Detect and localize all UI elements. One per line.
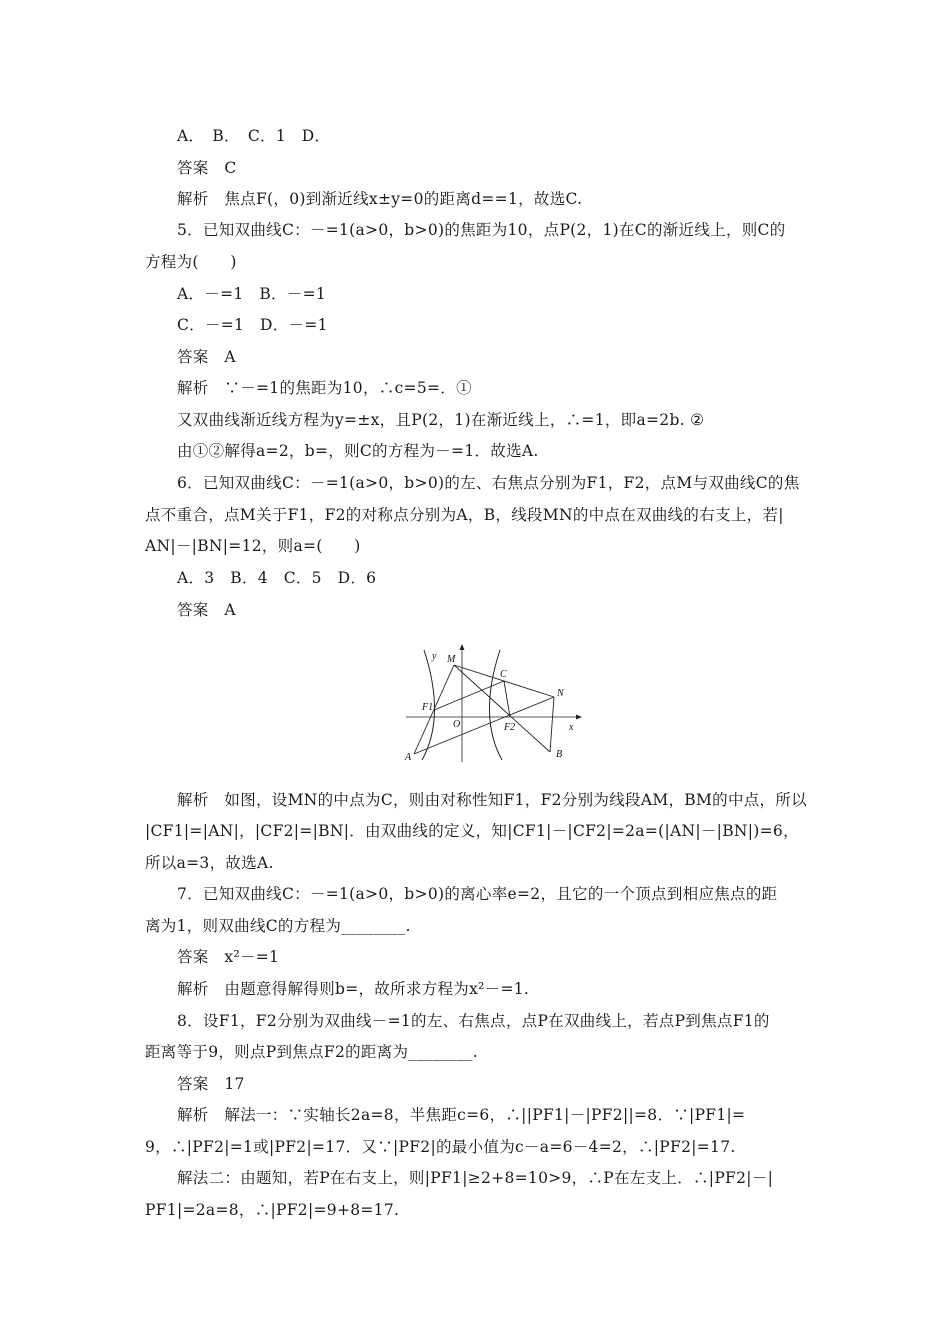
label-B: B xyxy=(556,749,563,760)
q5-options-ab: A．－=1 B．－=1 xyxy=(177,285,327,303)
q5-stem-line2: 方程为( ) xyxy=(145,253,237,271)
q6-stem-line2: 点不重合，点M关于F1，F2的对称点分别为A，B，线段MN的中点在双曲线的右支上，若| xyxy=(145,506,784,524)
label-A: A xyxy=(405,752,412,763)
label-y: y xyxy=(432,651,437,662)
q6-solution-line2: |CF1|=|AN|，|CF2|=|BN|．由双曲线的定义，知|CF1|－|CF2|=2a=(|AN|－|BN|)=6， xyxy=(145,822,799,840)
segment-AN xyxy=(414,697,554,754)
q5-stem-line1: 5．已知双曲线C：－=1(a>0，b>0)的焦距为10，点P(2，1)在C的渐近线上，则C的 xyxy=(177,221,786,239)
q5-options-cd: C．－=1 D．－=1 xyxy=(177,316,328,334)
q5-solution-line2: 又双曲线渐近线方程为y=±x，且P(2，1)在渐近线上，∴=1，即a=2b. ② xyxy=(177,411,705,429)
label-x: x xyxy=(569,722,574,733)
q5-solution-line1: 解析 ∵－=1的焦距为10，∴c=5=．① xyxy=(177,379,472,397)
q6-solution-line3: 所以a=3，故选A. xyxy=(145,854,274,872)
q5-answer: 答案 A xyxy=(177,348,236,366)
q8-stem-line2: 距离等于9，则点P到焦点F2的距离为________. xyxy=(145,1043,478,1061)
label-F2: F2 xyxy=(504,722,516,733)
label-M: M xyxy=(447,654,456,665)
q7-stem-line1: 7．已知双曲线C：－=1(a>0，b>0)的离心率e=2，且它的一个顶点到相应焦点的距 xyxy=(177,885,778,903)
right-branch xyxy=(489,650,502,760)
q6-stem-line3: AN|－|BN|=12，则a=( ) xyxy=(145,537,361,555)
label-N: N xyxy=(557,688,564,699)
q7-solution: 解析 由题意得解得则b=，故所求方程为x²－=1. xyxy=(177,980,530,998)
label-F1: F1 xyxy=(422,702,434,713)
segment-NB xyxy=(550,697,554,752)
q6-stem-line1: 6．已知双曲线C：－=1(a>0，b>0)的左、右焦点分别为F1，F2，点M与双曲线C的焦 xyxy=(177,474,800,492)
q4-solution: 解析 焦点F(，0)到渐近线x±y=0的距离d==1，故选C. xyxy=(177,190,583,208)
q8-solution-line2: 9，∴|PF2|=1或|PF2|=17．又∵|PF2|的最小值为c－a=6－4=2，∴|PF2|=17. xyxy=(145,1138,736,1156)
q7-stem-line2: 离为1，则双曲线C的方程为________. xyxy=(145,917,411,935)
q6-answer: 答案 A xyxy=(177,601,236,619)
hyperbola-figure xyxy=(400,640,585,768)
q8-answer: 答案 17 xyxy=(177,1075,245,1093)
segment-AM xyxy=(414,665,454,754)
x-axis-arrow xyxy=(576,715,582,720)
q8-stem-line1: 8．设F1，F2分别为双曲线－=1的左、右焦点，点P在双曲线上，若点P到焦点F1的 xyxy=(177,1012,770,1030)
label-C: C xyxy=(500,669,507,680)
q8-solution-line3: 解法二：由题知，若P在右支上，则|PF1|≥2+8=10>9，∴P在左支上．∴|PF2|－| xyxy=(177,1169,774,1187)
label-O: O xyxy=(453,719,461,730)
q8-solution-line1: 解析 解法一：∵实轴长2a=8，半焦距c=6，∴||PF1|－|PF2||=8．∵|PF1|= xyxy=(177,1106,746,1124)
q4-answer: 答案 C xyxy=(177,159,237,177)
q6-solution-line1: 解析 如图，设MN的中点为C，则由对称性知F1，F2分别为线段AM，BM的中点，所以 xyxy=(177,791,807,809)
q6-options: A．3 B．4 C．5 D．6 xyxy=(177,569,377,587)
q8-solution-line4: PF1|=2a=8，∴|PF2|=9+8=17. xyxy=(145,1201,400,1219)
q4-options: A． B． C．1 D． xyxy=(177,127,331,145)
q5-solution-line3: 由①②解得a=2，b=，则C的方程为－=1．故选A. xyxy=(177,442,539,460)
q7-answer: 答案 x²－=1 xyxy=(177,948,280,966)
y-axis-arrow xyxy=(460,644,465,650)
